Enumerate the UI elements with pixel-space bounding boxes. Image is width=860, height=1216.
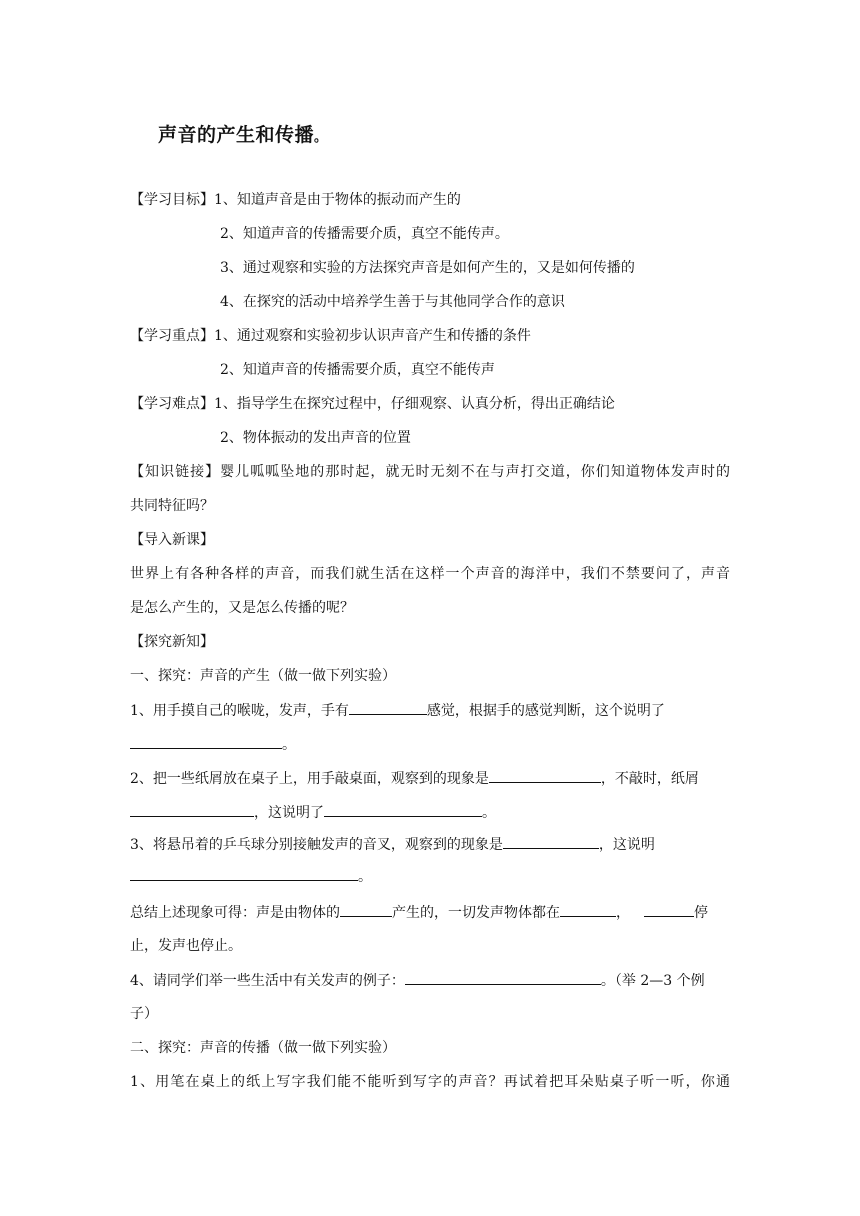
knowledge-link-line-2: 共同特征吗？: [130, 498, 214, 514]
s1-q3-line-1: [130, 834, 730, 855]
knowledge-link-line-1: [130, 462, 730, 482]
s1-q3-line-2: [130, 866, 730, 887]
q-text: ，不敲时，纸屑: [600, 771, 699, 787]
q-text: 3、将悬吊着的乒乓球分别接触发声的音叉，观察到的现象是: [130, 837, 503, 853]
page-title: [158, 120, 328, 147]
objectives-line-1: [130, 190, 730, 210]
q-text: 总结上述现象可得：声是由物体的: [130, 905, 340, 921]
objective-item: 4、在探究的活动中培养学生善于与其他同学合作的意识: [220, 294, 565, 310]
q-end: 。: [482, 805, 496, 821]
answer-blank[interactable]: [503, 834, 599, 849]
key-point-item: 2、知道声音的传播需要介质，真空不能传声: [220, 362, 495, 378]
difficulty-item: 2、物体振动的发出声音的位置: [220, 430, 411, 446]
s1-q2-line-2: [130, 802, 730, 823]
answer-blank[interactable]: [324, 802, 482, 817]
difficulty-item: 1、指导学生在探究过程中，仔细观察、认真分析，得出正确结论: [214, 396, 615, 412]
s1-q4-line-2: 子）: [130, 1006, 158, 1022]
answer-blank[interactable]: [560, 902, 616, 917]
objective-item: 2、知道声音的传播需要介质，真空不能传声。: [220, 226, 509, 242]
difficulties-line-1: [130, 394, 730, 414]
answer-blank[interactable]: [130, 734, 282, 749]
title-mark: 。: [314, 130, 328, 145]
objectives-label: 【学习目标】: [130, 192, 214, 208]
explore-label: 【探究新知】: [130, 634, 214, 650]
key-point-item: 1、通过观察和实验初步认识声音产生和传播的条件: [214, 328, 531, 344]
q-text: ，这说明: [598, 837, 655, 853]
q-text: 感觉，根据手的感觉判断，这个说明了: [426, 703, 665, 719]
section1-heading: 一、探究：声音的产生（做一做下列实验）: [130, 668, 396, 684]
q-text: 4、请同学们举一些生活中有关发声的例子：: [130, 973, 405, 989]
s1-q1-line-2: [130, 734, 730, 755]
objective-item: 1、知道声音是由于物体的振动而产生的: [214, 192, 461, 208]
q-text: 产生的，一切发声物体都在: [392, 905, 560, 921]
intro-line-2: 是怎么产生的，又是怎么传播的呢？: [130, 600, 354, 616]
intro-line-1: 世界上有各种各样的声音，而我们就生活在这样一个声音的海洋中，我们不禁要问了，声音: [130, 566, 730, 582]
q-text: 2、把一些纸屑放在桌子上，用手敲桌面，观察到的现象是: [130, 771, 489, 787]
q-text: 1、用手摸自己的喉咙，发声，手有: [130, 703, 349, 719]
objective-item: 3、通过观察和实验的方法探究声音是如何产生的，又是如何传播的: [220, 260, 635, 276]
title-text: 声音的产生和传播: [158, 124, 315, 146]
q-end: 。: [358, 869, 372, 885]
q-text: 停: [694, 905, 708, 921]
key-points-line-1: [130, 326, 730, 346]
answer-blank[interactable]: [644, 902, 694, 917]
s1-q4-line-1: [130, 970, 730, 991]
key-points-label: 【学习重点】: [130, 328, 214, 344]
s1-summary-line-1: [130, 902, 730, 923]
intro-label: 【导入新课】: [130, 532, 214, 548]
answer-blank[interactable]: [489, 768, 601, 783]
difficulties-label: 【学习难点】: [130, 396, 214, 412]
q-end: 。: [282, 737, 296, 753]
answer-blank[interactable]: [130, 802, 254, 817]
answer-blank[interactable]: [130, 866, 358, 881]
q-text: ，这说明了: [254, 805, 324, 821]
answer-blank[interactable]: [349, 700, 427, 715]
answer-blank[interactable]: [340, 902, 392, 917]
knowledge-link-label: 【知识链接】: [130, 464, 221, 480]
knowledge-link-text: 婴儿呱呱坠地的那时起，就无时无刻不在与声打交道，你们知道物体发声时的: [220, 464, 731, 480]
s1-q2-line-1: [130, 768, 730, 789]
q-text: ，: [616, 905, 630, 921]
q-text: 。（举 2—3 个例: [600, 973, 705, 989]
s1-q1-line-1: [130, 700, 730, 721]
s1-summary-line-2: 止，发声也停止。: [130, 938, 242, 954]
section2-heading: 二、探究：声音的传播（做一做下列实验）: [130, 1040, 396, 1056]
answer-blank[interactable]: [405, 970, 601, 985]
s2-q1-line-1: 1、用笔在桌上的纸上写字我们能不能听到写字的声音？再试着把耳朵贴桌子听一听，你通: [130, 1074, 730, 1090]
